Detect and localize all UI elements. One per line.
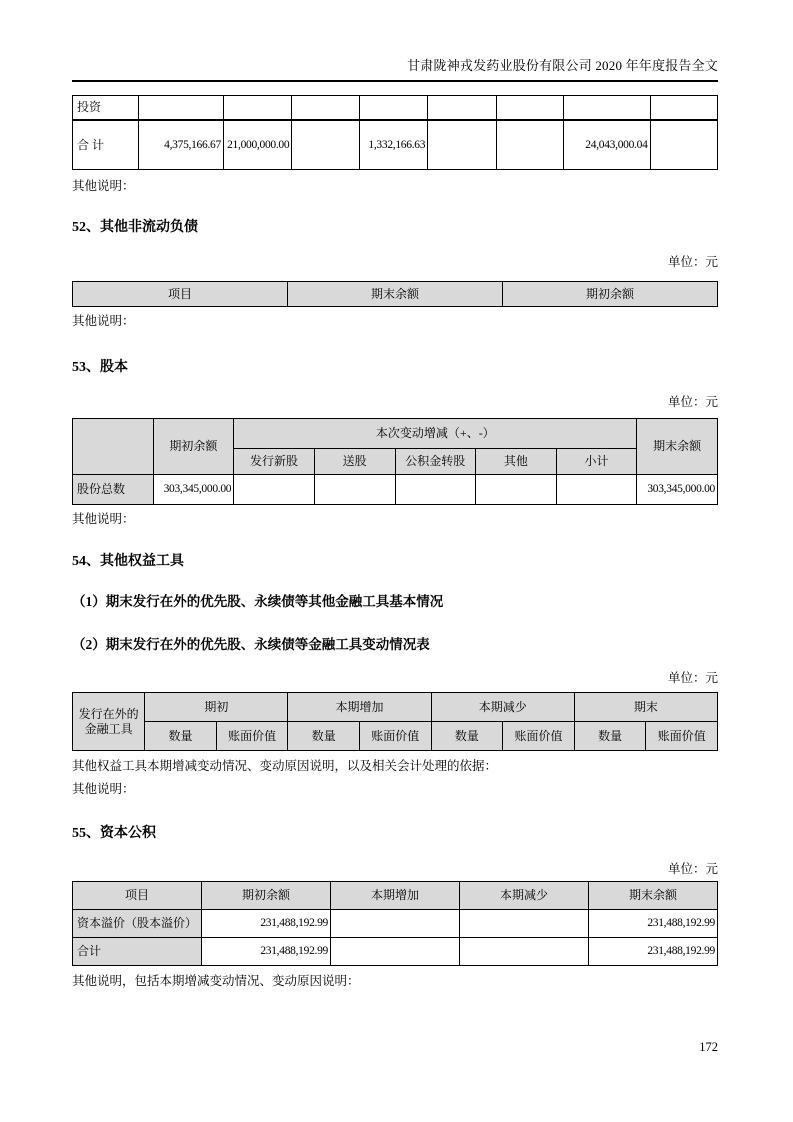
table-cell: 投资 [73,96,139,121]
table-row [73,475,718,505]
table-header-cell: 项目 [73,282,288,307]
other-notes-text: 其他说明： [72,314,135,328]
table-cell [139,96,224,121]
unit-label: 单位：元 [667,395,718,409]
section-52-title: 52、其他非流动负债 [72,220,198,235]
row-label-cell: 股份总数 [73,475,154,505]
carryover-table [72,95,718,170]
corner-cell [73,419,154,475]
table-cell [359,96,427,121]
section-53-title: 53、股本 [72,360,128,375]
table-cell: 231,488,192.99 [202,938,331,966]
table-row [73,693,718,722]
table-cell [395,475,476,505]
table-cell [234,475,315,505]
table-header-cell: 期末余额 [287,282,502,307]
table-header-cell: 期末余额 [637,419,718,475]
table-cell: 231,488,192.99 [589,910,718,938]
table-cell [496,96,563,121]
table-header-cell: 送股 [314,449,395,475]
unit-label: 单位：元 [667,862,718,876]
capital-reserve-table [72,881,718,966]
subitem-2-title: （2）期末发行在外的优先股、永续债等金融工具变动情况表 [72,637,430,652]
table-cell [476,475,557,505]
table-cell: 303,345,000.00 [153,475,234,505]
table-header-cell: 本期增加 [331,882,460,910]
table-header-cell: 期初余额 [153,419,234,475]
table-cell [460,910,589,938]
unit-label: 单位：元 [667,255,718,269]
table-header-cell: 账面价值 [503,722,575,751]
table-cell [556,475,637,505]
row-label-cell: 资本溢价（股本溢价） [73,910,202,938]
table-header-cell: 本期增加 [288,693,431,722]
table-row [73,282,718,307]
table-row [73,96,718,121]
row-label-cell: 合计 [73,938,202,966]
table-cell: 24,043,000.04 [564,120,651,170]
corner-cell [73,693,145,751]
table-cell: 231,488,192.99 [589,938,718,966]
table-cell: 231,488,192.99 [202,910,331,938]
table-cell [331,910,460,938]
table-cell [292,96,359,121]
table-header-cell: 小计 [556,449,637,475]
equity-instruments-table [72,692,718,751]
table-header-cell: 本次变动增减（+、-） [234,419,637,449]
table-cell [496,120,563,170]
table-header-cell: 期初余额 [502,282,717,307]
table-row [73,722,718,751]
table-header-cell: 本期减少 [460,882,589,910]
other-noncurrent-liabilities-table [72,281,718,307]
table-cell [428,120,496,170]
table-row [73,120,718,170]
table-header-cell: 数量 [145,722,217,751]
table-cell [223,96,291,121]
table-header-cell: 账面价值 [646,722,718,751]
table-cell: 合 计 [73,120,139,170]
table-header-cell: 项目 [73,882,202,910]
table-header-cell: 本期减少 [431,693,574,722]
capital-reserve-note: 其他说明，包括本期增减变动情况、变动原因说明： [72,974,360,988]
table-row [73,882,718,910]
table-header-cell: 期末余额 [589,882,718,910]
share-capital-table [72,418,718,505]
table-cell [650,120,717,170]
table-header-cell: 其他 [476,449,557,475]
table-row [73,910,718,938]
page-number: 172 [699,1040,718,1054]
table-cell: 303,345,000.00 [637,475,718,505]
table-cell: 4,375,166.67 [139,120,224,170]
table-cell [428,96,496,121]
section-55-title: 55、资本公积 [72,826,156,841]
table-header-cell: 数量 [431,722,503,751]
table-header-cell: 期初余额 [202,882,331,910]
subitem-1-title: （1）期末发行在外的优先股、永续债等其他金融工具基本情况 [72,594,444,609]
table-cell: 1,332,166.63 [359,120,427,170]
table-header-cell: 期初 [145,693,288,722]
corner-label-line: 金融工具 [84,721,133,736]
table-cell [331,938,460,966]
table-header-cell: 发行新股 [234,449,315,475]
table-row [73,938,718,966]
table-cell: 21,000,000.00 [223,120,291,170]
other-notes-text: 其他说明： [72,782,135,796]
table-header-cell: 期末 [574,693,717,722]
table-header-cell: 数量 [574,722,646,751]
table-header-cell: 公积金转股 [395,449,476,475]
other-notes-text: 其他说明： [72,512,135,526]
equity-change-note: 其他权益工具本期增减变动情况、变动原因说明，以及相关会计处理的依据： [72,759,498,773]
table-header-cell: 账面价值 [216,722,288,751]
other-notes-text: 其他说明： [72,179,135,193]
table-cell [292,120,359,170]
section-54-title: 54、其他权益工具 [72,554,184,569]
table-cell [314,475,395,505]
page-header [72,0,718,82]
table-cell [650,96,717,121]
table-cell [460,938,589,966]
table-header-cell: 账面价值 [360,722,432,751]
table-row [73,419,718,449]
corner-label-line: 发行在外的 [78,706,139,721]
unit-label: 单位：元 [667,671,718,685]
report-page [72,0,718,989]
table-cell [564,96,651,121]
report-header-title: 甘肃陇神戎发药业股份有限公司 2020 年年度报告全文 [407,58,718,73]
table-header-cell: 数量 [288,722,360,751]
